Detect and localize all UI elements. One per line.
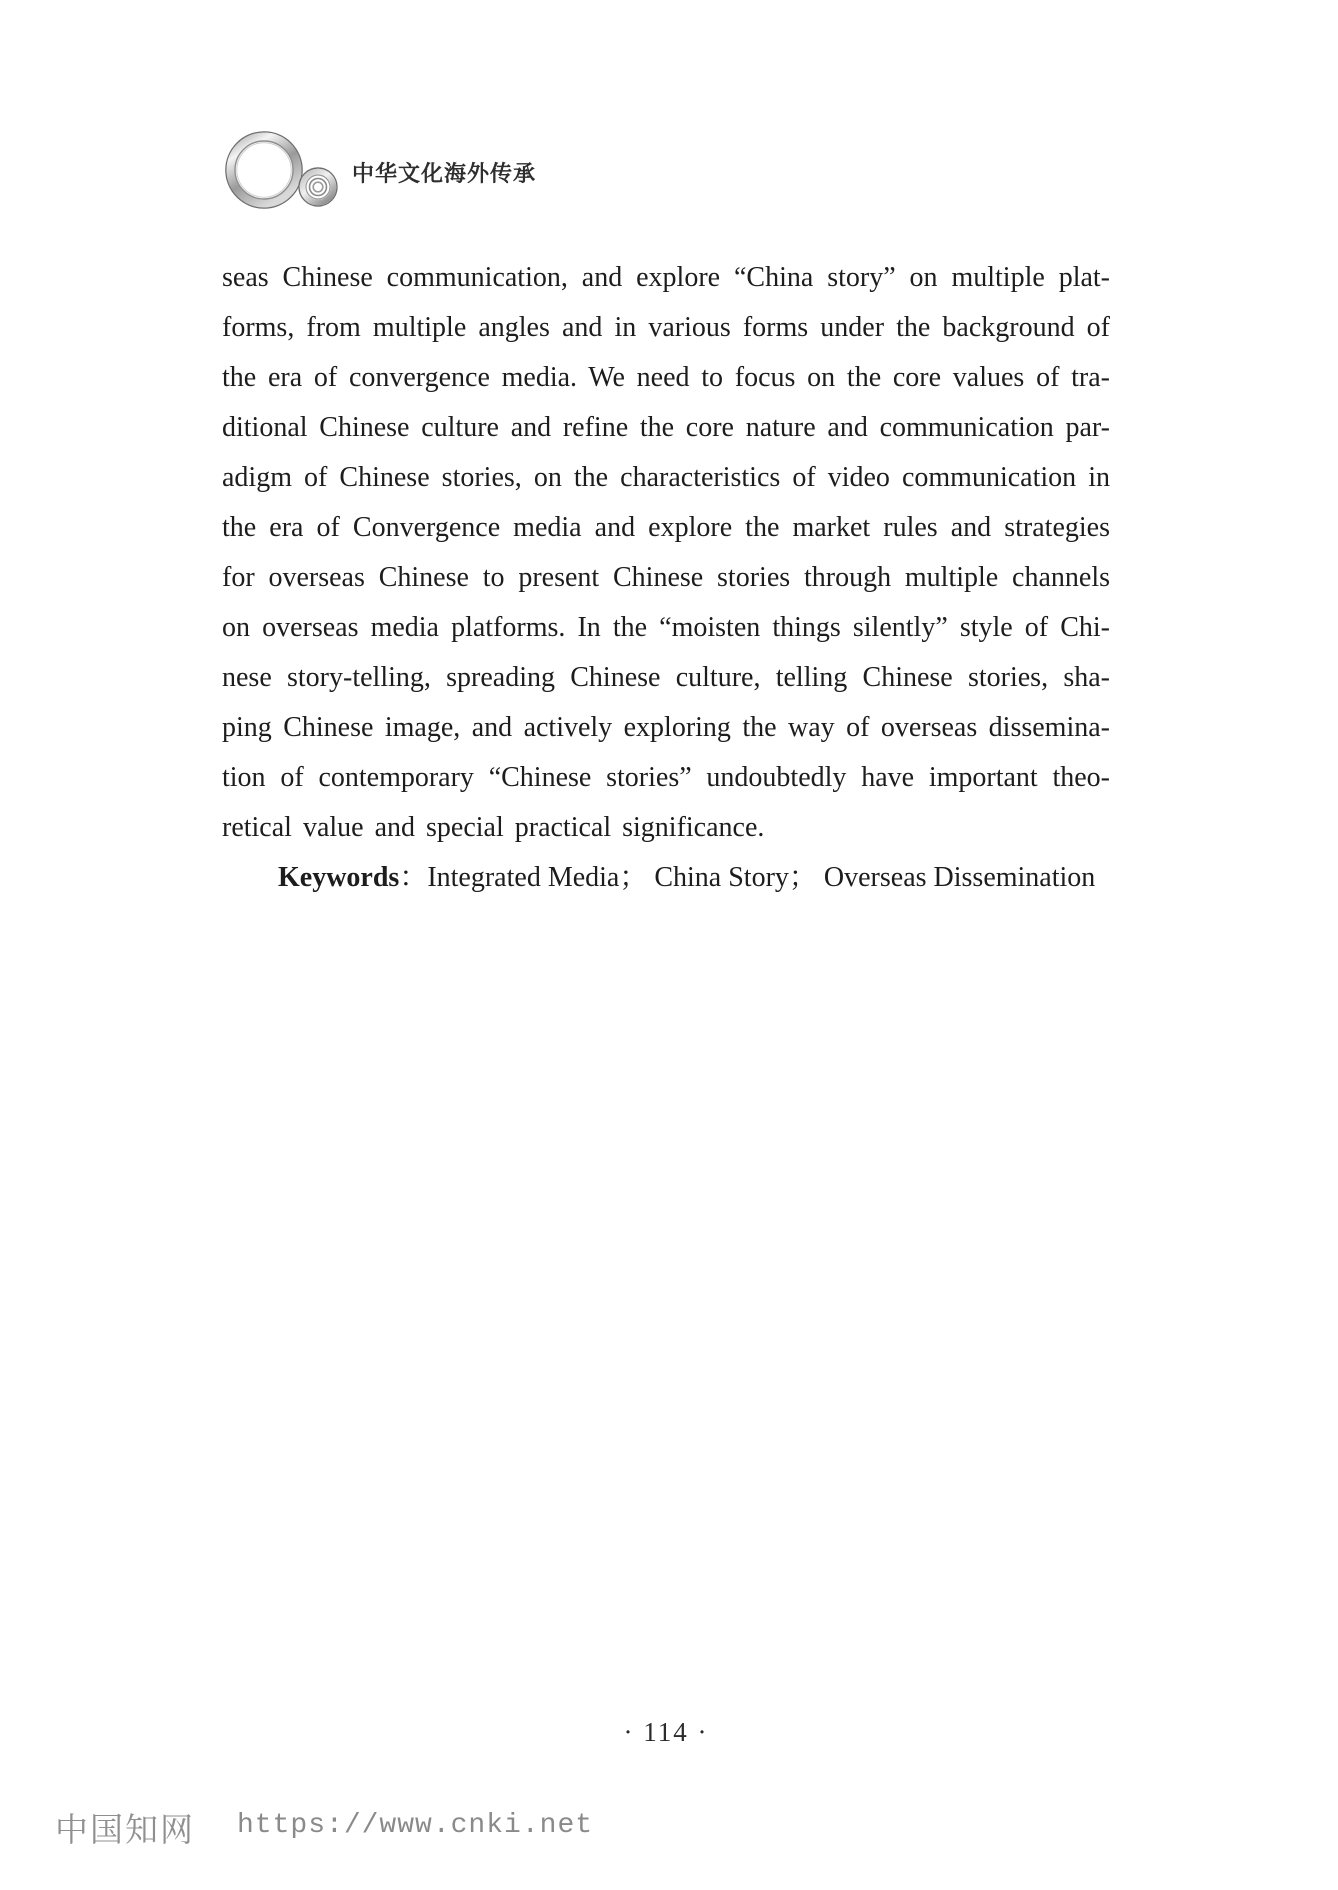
abstract-line: seas Chinese communication, and explore “China story” on multiple plat-: [222, 262, 1110, 293]
abstract-line: nese story-telling, spreading Chinese culture, telling Chinese stories, sha-: [222, 662, 1110, 693]
keywords-line: [222, 853, 1110, 903]
abstract-line: retical value and special practical significance.: [222, 812, 765, 843]
keywords-values: ：Integrated Media； China Story； Overseas Dissemination: [399, 862, 1096, 893]
abstract-line: tion of contemporary “Chinese stories” undoubtedly have important theo-: [222, 762, 1110, 793]
footer-site-name: 中国知网: [55, 1813, 195, 1849]
abstract-line: the era of Convergence media and explore the market rules and strategies: [222, 512, 1110, 543]
concentric-rings-logo-icon: [220, 104, 350, 224]
abstract-text-block: [222, 253, 1110, 903]
abstract-line: adigm of Chinese stories, on the characteristics of video communication in: [222, 462, 1110, 493]
footer-url: https://www.cnki.net: [237, 1810, 594, 1841]
keywords-label: Keywords: [278, 862, 400, 893]
abstract-line: ditional Chinese culture and refine the core nature and communication par-: [222, 412, 1110, 443]
abstract-line: the era of convergence media. We need to focus on the core values of tra-: [222, 362, 1110, 393]
page-number: · 114 ·: [623, 1717, 709, 1747]
abstract-line: for overseas Chinese to present Chinese stories through multiple channels: [222, 562, 1110, 593]
abstract-line: forms, from multiple angles and in various forms under the background of: [222, 312, 1110, 343]
abstract-line: on overseas media platforms. In the “moisten things silently” style of Chi-: [222, 612, 1110, 643]
series-title: 中华文化海外传承: [352, 161, 537, 186]
abstract-line: ping Chinese image, and actively exploring the way of overseas dissemina-: [222, 712, 1110, 743]
